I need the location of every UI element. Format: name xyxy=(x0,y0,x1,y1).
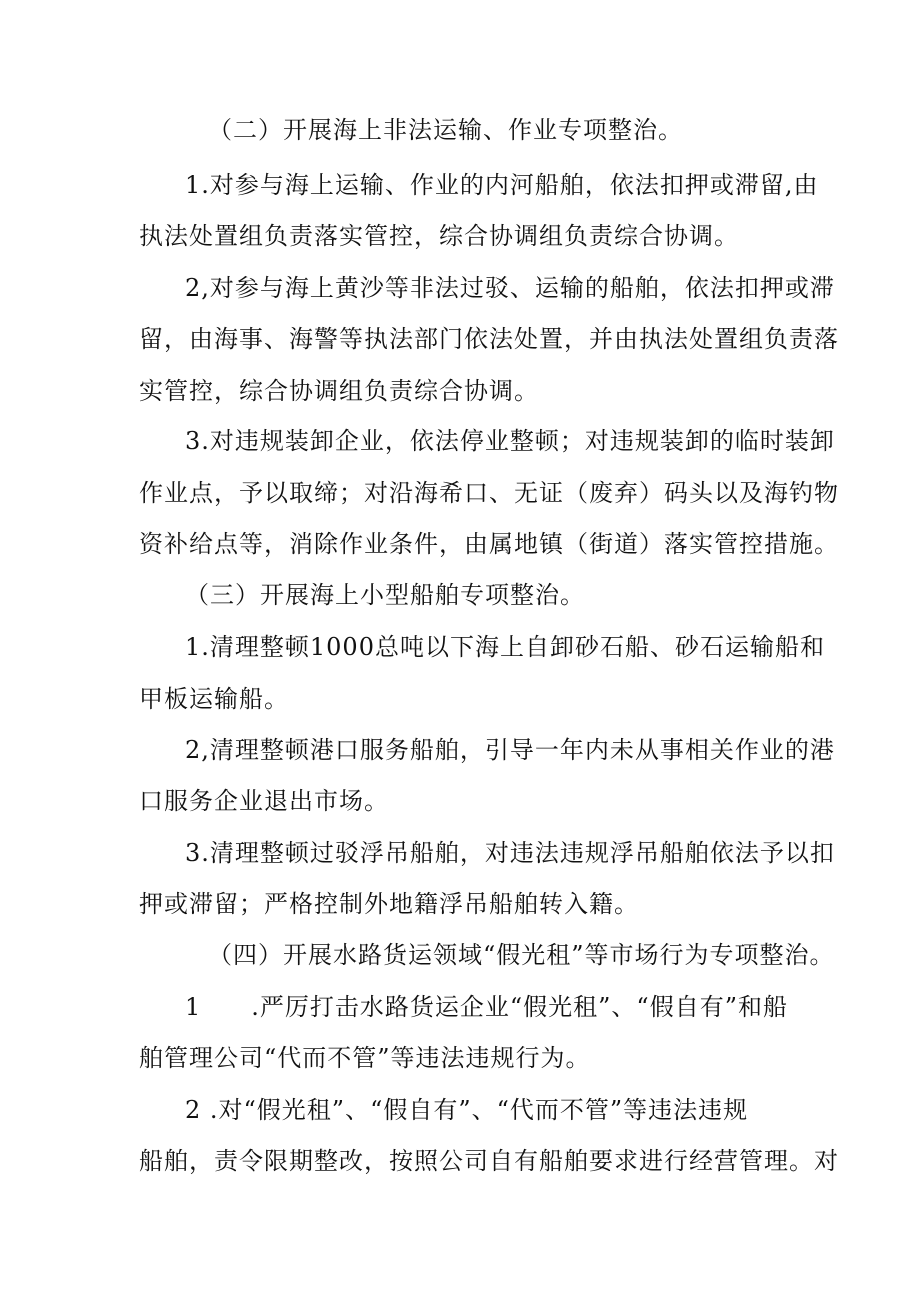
paragraph-line: 2,清理整顿港口服务船舶，引导一年内未从事相关作业的港 xyxy=(185,736,835,764)
paragraph-line: 3.清理整顿过驳浮吊船舶，对违法违规浮吊船舶依法予以扣 xyxy=(185,839,835,867)
paragraph-line: 船舶，责令限期整改，按照公司自有船舶要求进行经营管理。对 xyxy=(139,1147,839,1175)
paragraph-line: 口服务企业退出市场。 xyxy=(139,787,389,815)
paragraph-line: 1.对参与海上运输、作业的内河船舶，依法扣押或滞留,由 xyxy=(185,171,819,199)
paragraph-line: 1 .严厉打击水路货运企业“假光租”、“假自有”和船 xyxy=(185,993,788,1021)
paragraph-line: 2,对参与海上黄沙等非法过驳、运输的船舶，依法扣押或滞 xyxy=(185,274,835,302)
section-heading-4: （四）开展水路货运领域“假光租”等市场行为专项整治。 xyxy=(208,941,835,969)
paragraph-line: 实管控，综合协调组负责综合协调。 xyxy=(139,377,539,405)
paragraph-line: 甲板运输船。 xyxy=(139,685,289,713)
paragraph-line: 作业点，予以取缔；对沿海希口、无证（废弃）码头以及海钓物 xyxy=(139,479,839,507)
paragraph-line: 押或滞留；严格控制外地籍浮吊船舶转入籍。 xyxy=(139,890,639,918)
paragraph-line: 执法处置组负责落实管控，综合协调组负责综合协调。 xyxy=(139,222,739,250)
paragraph-line: 1.清理整顿1000总吨以下海上自卸砂石船、砂石运输船和 xyxy=(185,633,825,661)
section-heading-2: （二）开展海上非法运输、作业专项整治。 xyxy=(208,116,683,144)
paragraph-line: 资补给点等，消除作业条件，由属地镇（街道）落实管控措施。 xyxy=(139,530,839,558)
paragraph-line: 留，由海事、海警等执法部门依法处置，并由执法处置组负责落 xyxy=(139,325,839,353)
paragraph-line: 2 .对“假光租”、“假自有”、“代而不管”等违法违规 xyxy=(185,1096,749,1124)
section-heading-3: （三）开展海上小型船舶专项整治。 xyxy=(185,581,585,609)
paragraph-line: 3.对违规装卸企业，依法停业整顿；对违规装卸的临时装卸 xyxy=(185,427,835,455)
paragraph-line: 舶管理公司“代而不管”等违法违规行为。 xyxy=(139,1044,591,1072)
